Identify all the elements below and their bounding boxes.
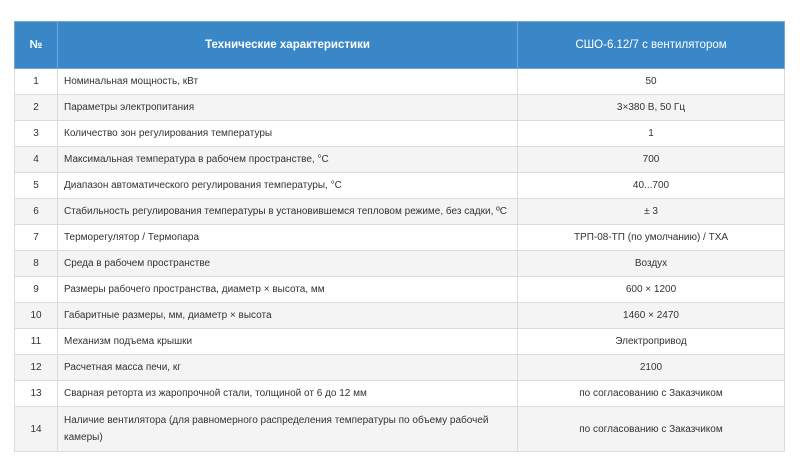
row-parameter: Сварная реторта из жаропрочной стали, толщиной от 6 до 12 мм (58, 381, 518, 407)
row-number: 9 (15, 277, 58, 303)
row-number: 5 (15, 173, 58, 199)
row-value: 2100 (518, 355, 785, 381)
header-model: СШО-6.12/7 с вентилятором (518, 22, 785, 69)
row-value: 1 (518, 121, 785, 147)
row-number: 2 (15, 95, 58, 121)
row-value: 40...700 (518, 173, 785, 199)
row-number: 10 (15, 303, 58, 329)
row-value: 3×380 В, 50 Гц (518, 95, 785, 121)
row-value: Воздух (518, 251, 785, 277)
row-number: 14 (15, 407, 58, 452)
row-parameter: Диапазон автоматического регулирования температуры, °С (58, 173, 518, 199)
table-row (15, 121, 785, 147)
table-row (15, 173, 785, 199)
table-row (15, 329, 785, 355)
row-parameter: Терморегулятор / Термопара (58, 225, 518, 251)
specs-table-container (14, 21, 784, 452)
table-row (15, 303, 785, 329)
row-number: 3 (15, 121, 58, 147)
row-number: 1 (15, 69, 58, 95)
row-parameter: Параметры электропитания (58, 95, 518, 121)
row-number: 6 (15, 199, 58, 225)
table-row (15, 95, 785, 121)
row-parameter: Стабильность регулирования температуры в установившемся тепловом режиме, без садки, ºС (58, 199, 518, 225)
row-number: 11 (15, 329, 58, 355)
row-parameter: Наличие вентилятора (для равномерного распределения температуры по объему рабочей камеры) (58, 407, 518, 452)
table-row (15, 225, 785, 251)
row-value: по согласованию с Заказчиком (518, 381, 785, 407)
table-row (15, 277, 785, 303)
table-row (15, 199, 785, 225)
row-value: по согласованию с Заказчиком (518, 407, 785, 452)
table-row (15, 355, 785, 381)
header-characteristics: Технические характеристики (58, 22, 518, 69)
row-parameter: Механизм подъема крышки (58, 329, 518, 355)
row-number: 7 (15, 225, 58, 251)
table-header-row (15, 22, 785, 69)
row-number: 4 (15, 147, 58, 173)
row-parameter: Габаритные размеры, мм, диаметр × высота (58, 303, 518, 329)
row-value: 1460 × 2470 (518, 303, 785, 329)
row-parameter: Среда в рабочем пространстве (58, 251, 518, 277)
row-parameter: Расчетная масса печи, кг (58, 355, 518, 381)
specs-table (14, 21, 785, 452)
table-row (15, 69, 785, 95)
row-value: 50 (518, 69, 785, 95)
row-parameter: Номинальная мощность, кВт (58, 69, 518, 95)
row-value: 700 (518, 147, 785, 173)
header-number: № (15, 22, 58, 69)
row-number: 13 (15, 381, 58, 407)
table-row (15, 147, 785, 173)
row-parameter: Максимальная температура в рабочем пространстве, °С (58, 147, 518, 173)
row-value: 600 × 1200 (518, 277, 785, 303)
row-value: Электропривод (518, 329, 785, 355)
row-value: ± 3 (518, 199, 785, 225)
table-row (15, 407, 785, 452)
row-parameter: Размеры рабочего пространства, диаметр × высота, мм (58, 277, 518, 303)
row-number: 8 (15, 251, 58, 277)
table-row (15, 251, 785, 277)
table-row (15, 381, 785, 407)
row-parameter: Количество зон регулирования температуры (58, 121, 518, 147)
row-number: 12 (15, 355, 58, 381)
row-value: ТРП-08-ТП (по умолчанию) / ТХА (518, 225, 785, 251)
